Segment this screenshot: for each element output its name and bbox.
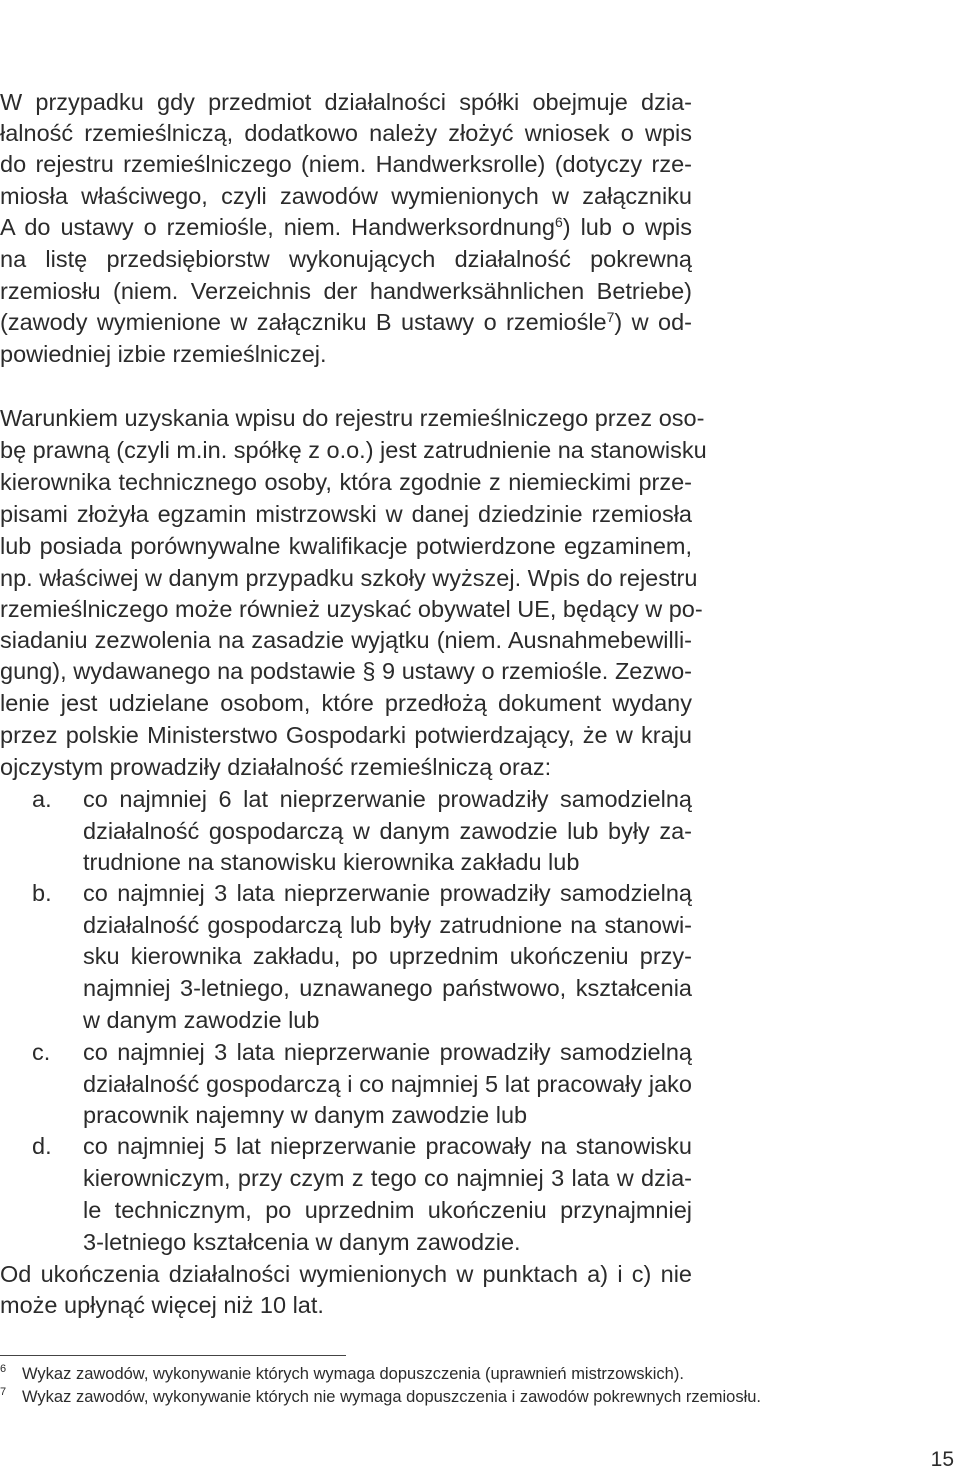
text-line: lenie jest udzielane osobom, które przedłożą dokument wydany [0,690,692,716]
text-line: pracownik najemny w danym zawodzie lub [83,1102,528,1128]
text-line: w danym zawodzie lub [83,1007,320,1033]
text-segment: ) w od- [614,309,692,335]
footnote-number: 6 [0,1363,7,1375]
text-line: kierowniczym, przy czym z tego co najmniej 3 lata w dzia- [83,1165,692,1191]
text-segment: (zawody wymienione w załączniku B ustawy o rzemiośle [0,309,607,335]
text-line: ojczystym prowadziły działalność rzemieślniczą oraz: [0,754,552,780]
text-line [0,211,692,243]
list-marker: b. [32,880,52,906]
text-line: na listę przedsiębiorstw wykonujących działalność pokrewną [0,246,692,272]
footnote-ref-6: 6 [554,214,563,230]
text-line: miosła właściwego, czyli zawodów wymienionych w załączniku [0,183,692,209]
text-line: rzemieślniczego może również uzyskać obywatel UE, będący w po- [0,596,703,622]
text-segment: ) lub o wpis [562,214,692,240]
list-marker: a. [32,786,52,812]
text-line: gung), wydawanego na podstawie § 9 ustawy o rzemiośle. Zezwo- [0,658,692,684]
text-line: siadaniu zezwolenia na zasadzie wyjątku (niem. Ausnahmebewilli- [0,627,692,653]
footnote-ref-7: 7 [606,309,615,325]
text-line: lub posiada porównywalne kwalifikacje potwierdzone egzaminem, [0,533,692,559]
list-marker: d. [32,1133,52,1159]
text-line: do rejestru rzemieślniczego (niem. Handwerksrolle) (dotyczy rze- [0,151,692,177]
list-marker: c. [32,1039,51,1065]
page-number: 15 [930,1448,954,1471]
text-line: działalność gospodarczą w danym zawodzie lub były za- [83,818,692,844]
text-line: przez polskie Ministerstwo Gospodarki potwierdzający, że w kraju [0,722,692,748]
text-line: najmniej 3-letniego, uznawanego państwowo, kształcenia [83,975,692,1001]
text-line: Od ukończenia działalności wymienionych w punktach a) i c) nie [0,1261,692,1287]
footnote-number: 7 [0,1386,7,1398]
text-line: może upłynąć więcej niż 10 lat. [0,1292,324,1318]
text-segment: A do ustawy o rzemiośle, niem. Handwerksordnung [0,214,555,240]
text-line: pisami złożyła egzamin mistrzowski w danej dziedzinie rzemiosła [0,501,692,527]
text-line: np. właściwej w danym przypadku szkoły wyższej. Wpis do rejestru [0,565,698,591]
text-line: łalność rzemieślniczą, dodatkowo należy złożyć wniosek o wpis [0,120,692,146]
text-line: 3-letniego kształcenia w danym zawodzie. [83,1229,521,1255]
footnote-separator [0,1355,346,1356]
text-line: co najmniej 6 lat nieprzerwanie prowadziły samodzielną [83,786,692,812]
text-line: le technicznym, po uprzednim ukończeniu przynajmniej [83,1197,692,1223]
text-line: powiedniej izbie rzemieślniczej. [0,341,327,367]
text-line: Warunkiem uzyskania wpisu do rejestru rzemieślniczego przez oso- [0,405,705,431]
text-line: rzemiosłu (niem. Verzeichnis der handwerksähnlichen Betriebe) [0,278,692,304]
footnote-text: Wykaz zawodów, wykonywanie których nie wymaga dopuszczenia i zawodów pokrewnych rzemiosłu. [22,1388,762,1406]
text-line: działalność gospodarczą lub były zatrudnione na stanowi- [83,912,692,938]
text-line: kierownika technicznego osoby, która zgodnie z niemieckimi prze- [0,469,692,495]
text-line: bę prawną (czyli m.in. spółkę z o.o.) jest zatrudnienie na stanowisku [0,437,707,463]
text-line: działalność gospodarczą i co najmniej 5 lat pracowały jako [83,1071,692,1097]
text-line: co najmniej 3 lata nieprzerwanie prowadziły samodzielną [83,880,692,906]
text-line [0,306,692,338]
text-line: co najmniej 5 lat nieprzerwanie pracowały na stanowisku [83,1133,692,1159]
text-line: sku kierownika zakładu, po uprzednim ukończeniu przy- [83,943,692,969]
footnote-text: Wykaz zawodów, wykonywanie których wymaga dopuszczenia (uprawnień mistrzowskich). [22,1365,684,1383]
text-line: W przypadku gdy przedmiot działalności spółki obejmuje dzia- [0,89,692,115]
text-line: co najmniej 3 lata nieprzerwanie prowadziły samodzielną [83,1039,692,1065]
text-line: trudnione na stanowisku kierownika zakładu lub [83,849,580,875]
